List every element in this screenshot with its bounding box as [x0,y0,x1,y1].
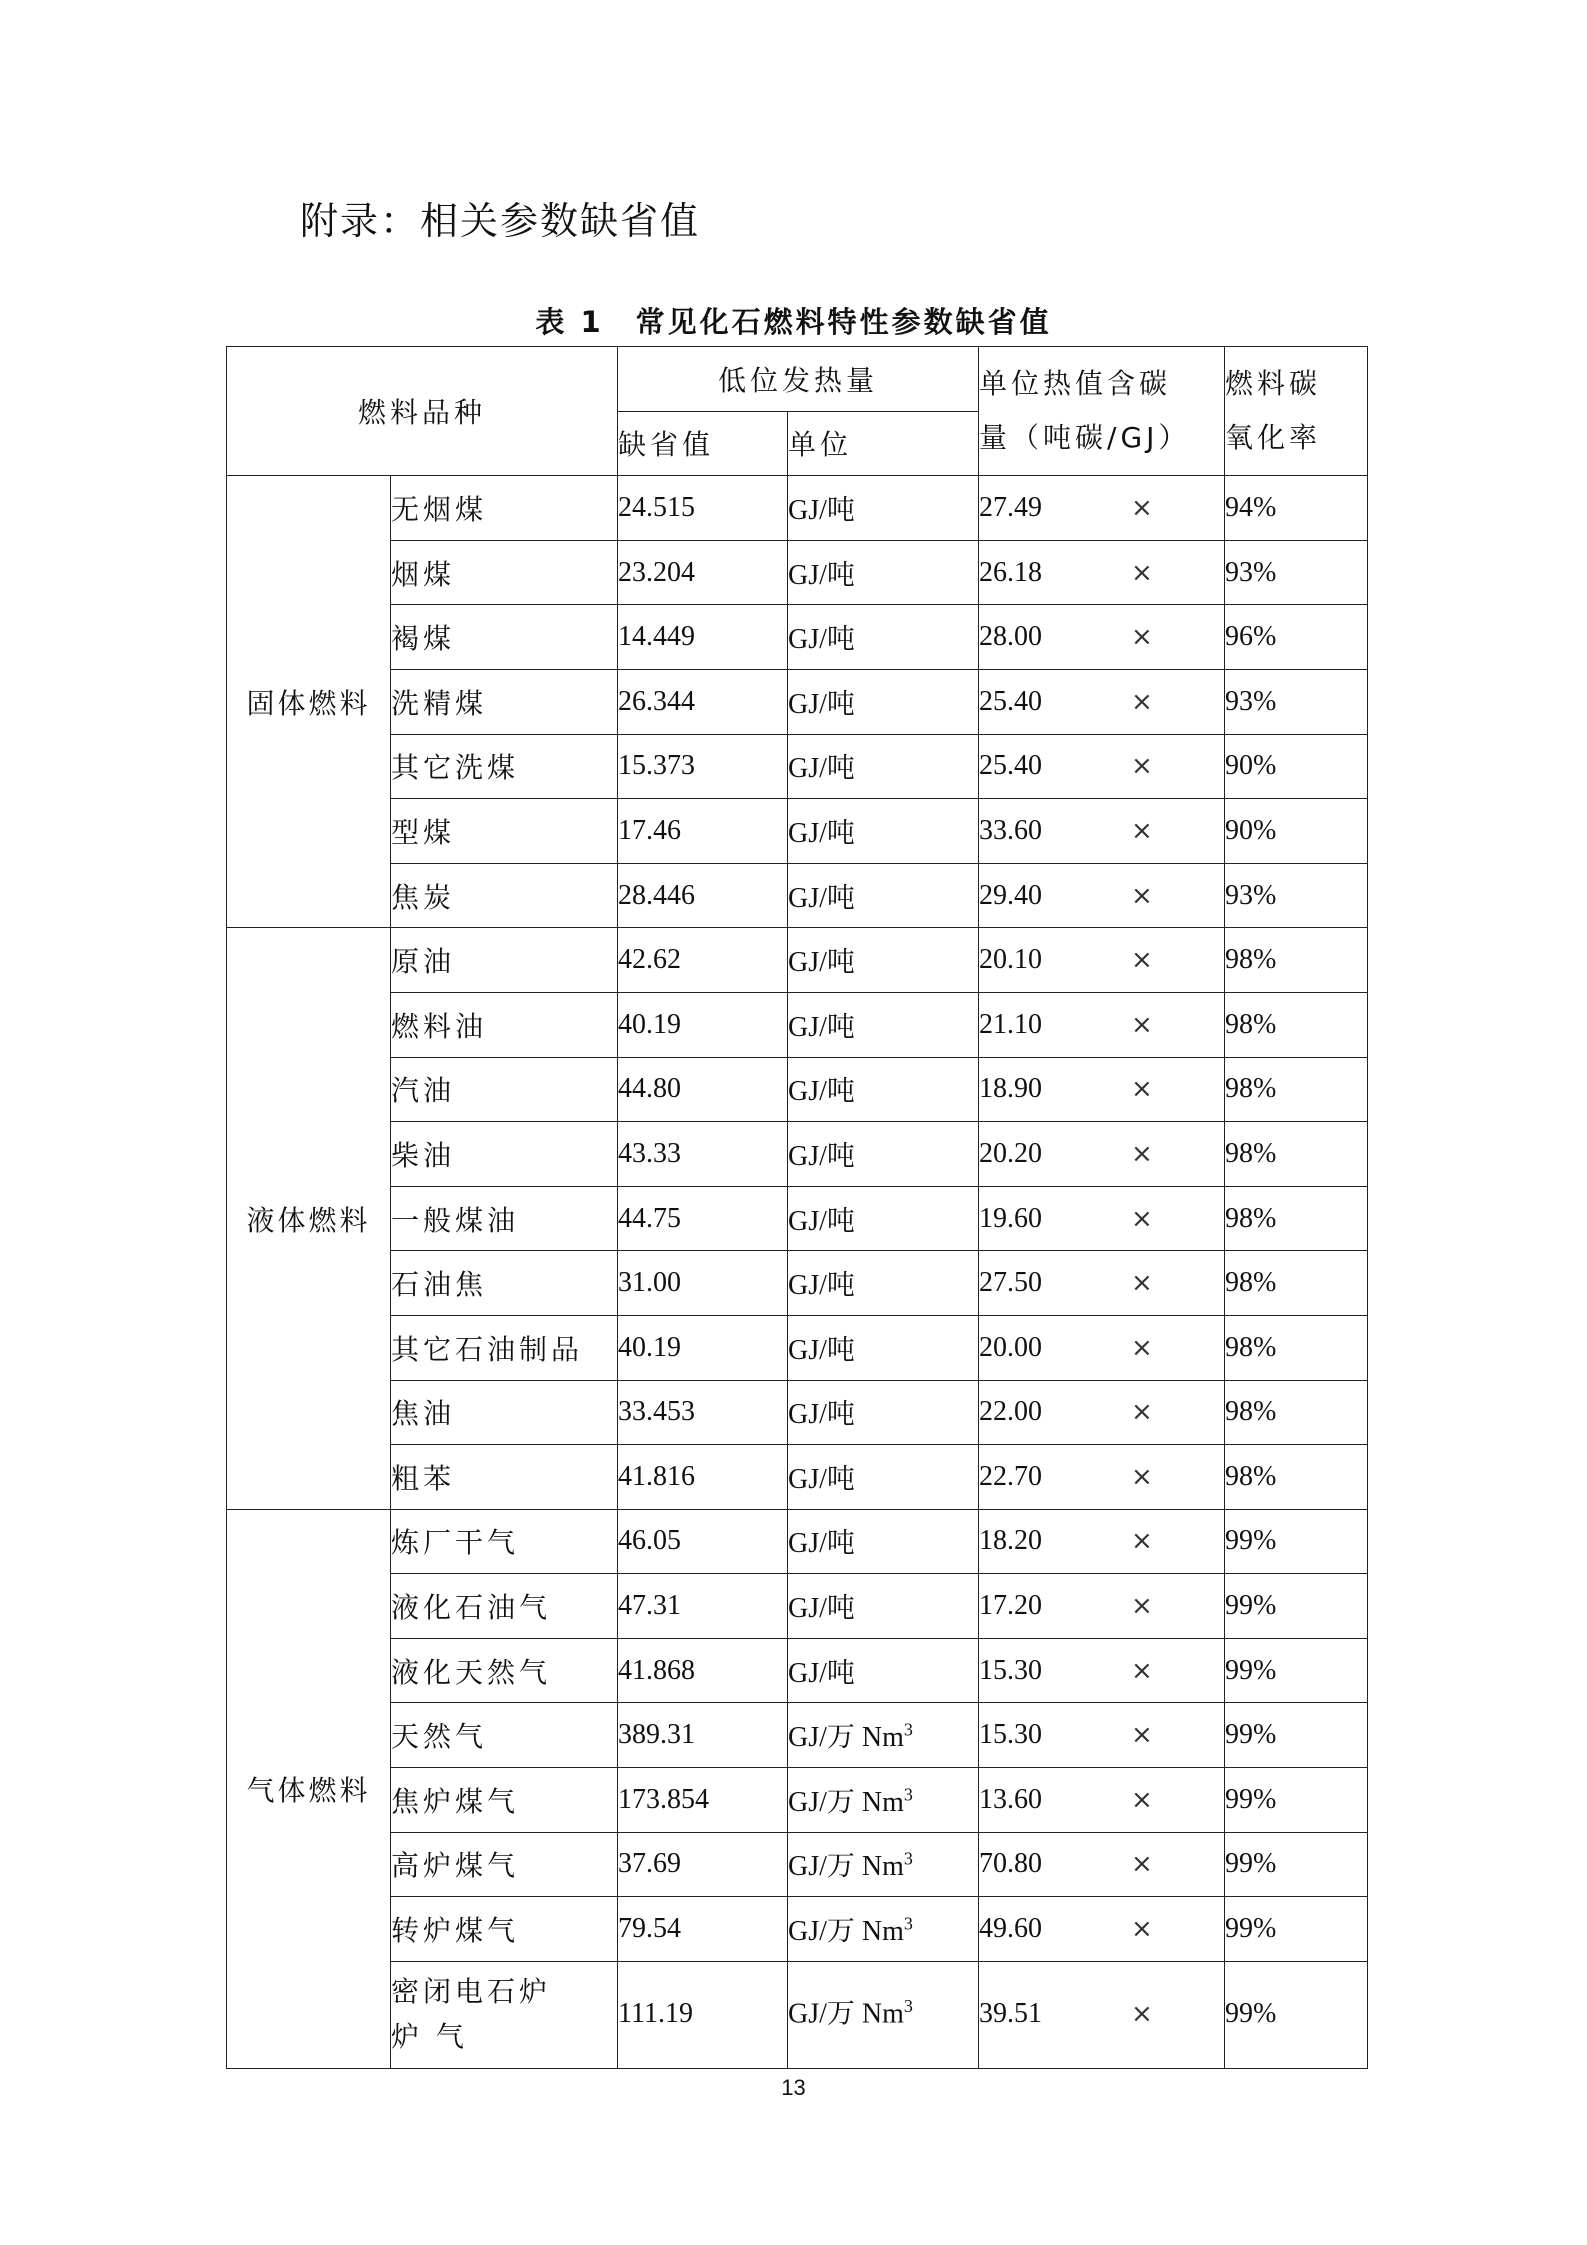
fuel-name: 液化石油气 [391,1574,618,1639]
fuel-name: 一般煤油 [391,1186,618,1251]
table-row [227,799,1368,864]
oxidation-rate: 98% [1225,1186,1368,1251]
lhv-value: 26.344 [618,669,788,734]
oxidation-rate: 99% [1225,1768,1368,1833]
carbon-content [979,1186,1225,1251]
carbon-content [979,1897,1225,1962]
unit-superscript: 3 [903,1996,913,2017]
lhv-unit [788,799,979,864]
fuel-name: 其它洗煤 [391,734,618,799]
lhv-value: 47.31 [618,1574,788,1639]
multiply-icon: × [1131,1268,1153,1299]
multiply-icon: × [1131,1138,1153,1169]
lhv-unit [788,1638,979,1703]
lhv-value: 40.19 [618,1315,788,1380]
table-row [227,605,1368,670]
lhv-value: 31.00 [618,1251,788,1316]
lhv-value: 46.05 [618,1509,788,1574]
carbon-content [979,1122,1225,1187]
lhv-unit [788,476,979,541]
carbon-value: 13.60 [979,1783,1043,1815]
fuel-name: 石油焦 [391,1251,618,1316]
header-oxid-line2: 氧化率 [1225,421,1322,455]
header-oxid-line1: 燃料碳 [1225,367,1322,401]
oxidation-rate: 98% [1225,1122,1368,1187]
carbon-content [979,540,1225,605]
table-row [227,1057,1368,1122]
lhv-unit [788,1961,979,2068]
oxidation-rate: 96% [1225,605,1368,670]
lhv-value: 42.62 [618,928,788,993]
carbon-content [979,863,1225,928]
oxidation-rate: 99% [1225,1509,1368,1574]
category-liquid: 液体燃料 [227,928,391,1509]
carbon-content [979,605,1225,670]
multiply-icon: × [1131,1397,1153,1428]
lhv-unit [788,1315,979,1380]
unit-text: GJ/吨 [788,1270,855,1302]
fuel-name: 汽油 [391,1057,618,1122]
table-row [227,1703,1368,1768]
lhv-value: 389.31 [618,1703,788,1768]
multiply-icon: × [1131,622,1153,653]
carbon-content [979,1574,1225,1639]
oxidation-rate: 98% [1225,1057,1368,1122]
carbon-value: 33.60 [979,814,1043,846]
fuel-parameter-table [226,346,1368,2069]
unit-text: GJ/吨 [788,817,855,849]
fuel-name: 液化天然气 [391,1638,618,1703]
oxidation-rate: 99% [1225,1961,1368,2068]
lhv-unit [788,669,979,734]
unit-text: GJ/万 Nm [788,1786,904,1818]
appendix-title: 附录：相关参数缺省值 [300,199,701,243]
lhv-unit [788,1445,979,1510]
fuel-name: 燃料油 [391,992,618,1057]
carbon-content [979,1638,1225,1703]
unit-text: GJ/吨 [788,1463,855,1495]
fuel-name: 原油 [391,928,618,993]
unit-text: GJ/吨 [788,753,855,785]
table-row [227,1251,1368,1316]
multiply-icon: × [1131,1203,1153,1234]
lhv-value: 44.75 [618,1186,788,1251]
carbon-value: 49.60 [979,1913,1043,1945]
table-row [227,1638,1368,1703]
header-fuel-type: 燃料品种 [227,347,618,476]
lhv-value: 28.446 [618,863,788,928]
carbon-value: 18.90 [979,1073,1043,1105]
header-lhv: 低位发热量 [618,347,979,412]
oxidation-rate: 90% [1225,734,1368,799]
header-lhv-unit: 单位 [788,411,979,476]
multiply-icon: × [1131,751,1153,782]
unit-text: GJ/吨 [788,1205,855,1237]
carbon-value: 25.40 [979,750,1043,782]
lhv-unit [788,1574,979,1639]
carbon-value: 19.60 [979,1202,1043,1234]
lhv-value: 17.46 [618,799,788,864]
oxidation-rate: 99% [1225,1574,1368,1639]
carbon-content [979,1315,1225,1380]
lhv-unit [788,734,979,799]
lhv-value: 37.69 [618,1832,788,1897]
unit-text: GJ/吨 [788,1076,855,1108]
multiply-icon: × [1131,1784,1153,1815]
multiply-icon: × [1131,557,1153,588]
multiply-icon: × [1131,1914,1153,1945]
oxidation-rate: 94% [1225,476,1368,541]
unit-text: GJ/万 Nm [788,1998,904,2030]
table-row [227,1315,1368,1380]
oxidation-rate: 98% [1225,1445,1368,1510]
table-row [227,1574,1368,1639]
fuel-name: 焦油 [391,1380,618,1445]
table-row [227,863,1368,928]
multiply-icon: × [1131,815,1153,846]
lhv-unit [788,1897,979,1962]
carbon-content [979,1057,1225,1122]
fuel-name: 无烟煤 [391,476,618,541]
fuel-name: 烟煤 [391,540,618,605]
lhv-unit [788,928,979,993]
table-row [227,992,1368,1057]
unit-text: GJ/吨 [788,494,855,526]
lhv-unit [788,605,979,670]
lhv-unit [788,1057,979,1122]
carbon-value: 15.30 [979,1654,1043,1686]
unit-text: GJ/吨 [788,1140,855,1172]
fuel-name: 褐煤 [391,605,618,670]
carbon-value: 39.51 [979,1998,1043,2030]
multiply-icon: × [1131,1332,1153,1363]
multiply-icon: × [1131,1526,1153,1557]
multiply-icon: × [1131,1009,1153,1040]
oxidation-rate: 99% [1225,1897,1368,1962]
table-row [227,928,1368,993]
table-row [227,669,1368,734]
fuel-name: 炼厂干气 [391,1509,618,1574]
unit-superscript: 3 [903,1784,913,1805]
table-caption: 表 1 常见化石燃料特性参数缺省值 [535,305,1052,339]
carbon-value: 20.10 [979,944,1043,976]
category-gas: 气体燃料 [227,1509,391,2068]
carbon-value: 20.00 [979,1331,1043,1363]
lhv-value: 33.453 [618,1380,788,1445]
multiply-icon: × [1131,880,1153,911]
table-row [227,1768,1368,1833]
lhv-value: 14.449 [618,605,788,670]
unit-text: GJ/吨 [788,1399,855,1431]
carbon-value: 15.30 [979,1719,1043,1751]
carbon-content [979,734,1225,799]
lhv-value: 41.868 [618,1638,788,1703]
carbon-content [979,1380,1225,1445]
oxidation-rate: 90% [1225,799,1368,864]
unit-text: GJ/万 Nm [788,1916,904,1948]
oxidation-rate: 99% [1225,1638,1368,1703]
carbon-value: 70.80 [979,1848,1043,1880]
fuel-name-line2: 炉 气 [391,2019,468,2053]
multiply-icon: × [1131,1849,1153,1880]
carbon-value: 27.49 [979,491,1043,523]
carbon-content [979,1961,1225,2068]
lhv-unit [788,1122,979,1187]
table-row [227,1897,1368,1962]
carbon-content [979,1445,1225,1510]
carbon-content [979,1832,1225,1897]
carbon-value: 27.50 [979,1267,1043,1299]
oxidation-rate: 93% [1225,863,1368,928]
unit-text: GJ/吨 [788,1657,855,1689]
carbon-content [979,1251,1225,1316]
fuel-name: 焦炭 [391,863,618,928]
fuel-name: 洗精煤 [391,669,618,734]
oxidation-rate: 98% [1225,928,1368,993]
oxidation-rate: 93% [1225,669,1368,734]
fuel-name [391,1961,618,2068]
fuel-name: 转炉煤气 [391,1897,618,1962]
unit-text: GJ/吨 [788,688,855,720]
lhv-unit [788,1380,979,1445]
table-row [227,1445,1368,1510]
carbon-content [979,928,1225,993]
multiply-icon: × [1131,1655,1153,1686]
carbon-content [979,799,1225,864]
header-carbon-line1: 单位热值含碳 [979,367,1172,401]
fuel-name: 粗苯 [391,1445,618,1510]
lhv-value: 44.80 [618,1057,788,1122]
carbon-content [979,1768,1225,1833]
fuel-name: 其它石油制品 [391,1315,618,1380]
lhv-unit [788,540,979,605]
fuel-name: 型煤 [391,799,618,864]
lhv-value: 41.816 [618,1445,788,1510]
unit-text: GJ/吨 [788,624,855,656]
carbon-content [979,1509,1225,1574]
carbon-value: 25.40 [979,685,1043,717]
lhv-value: 15.373 [618,734,788,799]
unit-superscript: 3 [903,1849,913,1870]
lhv-unit [788,863,979,928]
table-row [227,734,1368,799]
table-body [227,476,1368,2069]
lhv-value: 173.854 [618,1768,788,1833]
unit-text: GJ/吨 [788,947,855,979]
oxidation-rate: 98% [1225,1380,1368,1445]
lhv-value: 40.19 [618,992,788,1057]
unit-text: GJ/吨 [788,1593,855,1625]
carbon-value: 22.00 [979,1396,1043,1428]
oxidation-rate: 98% [1225,1315,1368,1380]
multiply-icon: × [1131,1720,1153,1751]
unit-text: GJ/吨 [788,1334,855,1366]
category-solid: 固体燃料 [227,476,391,928]
lhv-value: 111.19 [618,1961,788,2068]
carbon-content [979,992,1225,1057]
fuel-name-line1: 密闭电石炉 [391,1975,552,2009]
unit-text: GJ/吨 [788,1011,855,1043]
multiply-icon: × [1131,1461,1153,1492]
table-row [227,476,1368,541]
carbon-value: 26.18 [979,556,1043,588]
oxidation-rate: 98% [1225,1251,1368,1316]
multiply-icon: × [1131,492,1153,523]
lhv-unit [788,1832,979,1897]
table-row [227,1122,1368,1187]
lhv-unit [788,1509,979,1574]
table-row [227,1832,1368,1897]
lhv-unit [788,1186,979,1251]
multiply-icon: × [1131,686,1153,717]
carbon-content [979,669,1225,734]
oxidation-rate: 93% [1225,540,1368,605]
oxidation-rate: 99% [1225,1832,1368,1897]
table-row [227,1509,1368,1574]
page-number: 13 [781,2075,806,2100]
lhv-unit [788,1703,979,1768]
multiply-icon: × [1131,1999,1153,2030]
carbon-value: 28.00 [979,621,1043,653]
lhv-value: 23.204 [618,540,788,605]
unit-superscript: 3 [903,1913,913,1934]
table-row [227,540,1368,605]
carbon-value: 29.40 [979,879,1043,911]
table-row [227,1380,1368,1445]
fuel-name: 柴油 [391,1122,618,1187]
header-lhv-default: 缺省值 [618,411,788,476]
carbon-value: 18.20 [979,1525,1043,1557]
oxidation-rate: 99% [1225,1703,1368,1768]
header-carbon-content [979,347,1225,476]
fuel-name: 天然气 [391,1703,618,1768]
multiply-icon: × [1131,1591,1153,1622]
multiply-icon: × [1131,945,1153,976]
lhv-unit [788,992,979,1057]
carbon-value: 22.70 [979,1460,1043,1492]
carbon-value: 20.20 [979,1137,1043,1169]
header-carbon-line2: 量（吨碳/GJ） [979,421,1191,455]
unit-text: GJ/吨 [788,559,855,591]
oxidation-rate: 98% [1225,992,1368,1057]
unit-text: GJ/吨 [788,1528,855,1560]
unit-superscript: 3 [903,1719,913,1740]
unit-text: GJ/吨 [788,882,855,914]
unit-text: GJ/万 Nm [788,1722,904,1754]
fuel-name: 高炉煤气 [391,1832,618,1897]
carbon-content [979,476,1225,541]
lhv-value: 24.515 [618,476,788,541]
fuel-name: 焦炉煤气 [391,1768,618,1833]
lhv-value: 79.54 [618,1897,788,1962]
table-row [227,1961,1368,2068]
header-oxidation-rate [1225,347,1368,476]
lhv-unit [788,1251,979,1316]
lhv-unit [788,1768,979,1833]
table-row [227,1186,1368,1251]
unit-text: GJ/万 Nm [788,1851,904,1883]
lhv-value: 43.33 [618,1122,788,1187]
carbon-content [979,1703,1225,1768]
multiply-icon: × [1131,1074,1153,1105]
carbon-value: 17.20 [979,1590,1043,1622]
carbon-value: 21.10 [979,1008,1043,1040]
